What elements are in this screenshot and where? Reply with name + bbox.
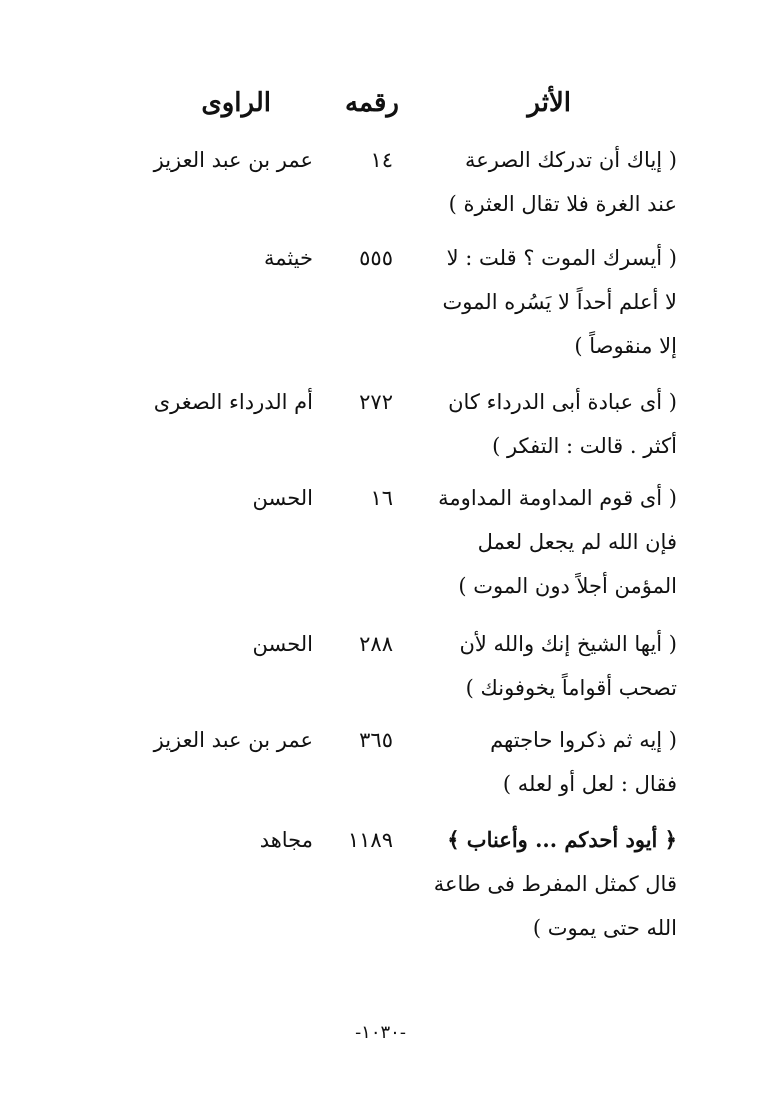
entry: [77, 476, 677, 598]
athar-line: المؤمن أجلاً دون الموت ): [458, 574, 677, 598]
athar-text: [417, 476, 677, 608]
athar-text: [417, 380, 677, 468]
athar-number: ٢٧٢: [359, 390, 393, 414]
athar-line: فقال : لعل أو لعله ): [502, 772, 677, 796]
athar-text: [417, 718, 677, 806]
page-number: -١٠٣٠-: [355, 1022, 406, 1043]
athar-line: لا أعلم أحداً لا يَسُره الموت: [442, 290, 677, 314]
athar-number: ١٦: [370, 486, 393, 510]
athar-narrator: مجاهد: [259, 828, 313, 852]
athar-text: [417, 818, 677, 950]
athar-text: [417, 138, 677, 226]
athar-number: ٢٨٨: [359, 632, 393, 656]
athar-number: ٣٦٥: [359, 728, 393, 752]
athar-narrator: الحسن: [252, 632, 313, 656]
header-number: رقمه: [345, 88, 399, 118]
athar-line: فإن الله لم يجعل لعمل: [477, 530, 677, 554]
entry: [77, 380, 677, 480]
athar-line: إلا منقوصاً ): [574, 334, 677, 358]
athar-line: قال كمثل المفرط فى طاعة: [433, 872, 677, 896]
entry: [77, 718, 677, 818]
athar-number: ٥٥٥: [359, 246, 393, 270]
athar-number: ١٤: [370, 148, 393, 172]
entry: [77, 138, 677, 238]
entry: [77, 622, 677, 722]
athar-narrator: خيثمة: [263, 246, 313, 270]
athar-text: [417, 622, 677, 710]
athar-narrator: الحسن: [252, 486, 313, 510]
athar-line: أكثر . قالت : التفكر ): [492, 434, 677, 458]
athar-number: ١١٨٩: [347, 828, 393, 852]
athar-line: ﴿ أيود أحدكم ... وأعناب ﴾: [447, 827, 677, 852]
athar-line: تصحب أقواماً يخوفونك ): [465, 676, 677, 700]
athar-line: ( أيسرك الموت ؟ قلت : لا: [446, 246, 677, 270]
header-athar: الأثر: [527, 88, 571, 118]
athar-line: الله حتى يموت ): [532, 916, 677, 940]
athar-line: ( إيه ثم ذكروا حاجتهم: [490, 728, 677, 752]
athar-text: [417, 236, 677, 368]
entry: [77, 818, 677, 940]
entry: [77, 236, 677, 358]
athar-line: ( أى قوم المداومة المداومة: [438, 486, 677, 510]
athar-line: ( أى عبادة أبى الدرداء كان: [448, 390, 677, 414]
athar-line: ( أيها الشيخ إنك والله لأن: [459, 632, 677, 656]
athar-line: ( إياك أن تدركك الصرعة: [464, 148, 677, 172]
athar-narrator: عمر بن عبد العزيز: [153, 728, 313, 752]
athar-narrator: عمر بن عبد العزيز: [153, 148, 313, 172]
header-narrator: الراوى: [201, 88, 271, 118]
athar-narrator: أم الدرداء الصغرى: [153, 390, 313, 414]
athar-line: عند الغرة فلا تقال العثرة ): [448, 192, 677, 216]
